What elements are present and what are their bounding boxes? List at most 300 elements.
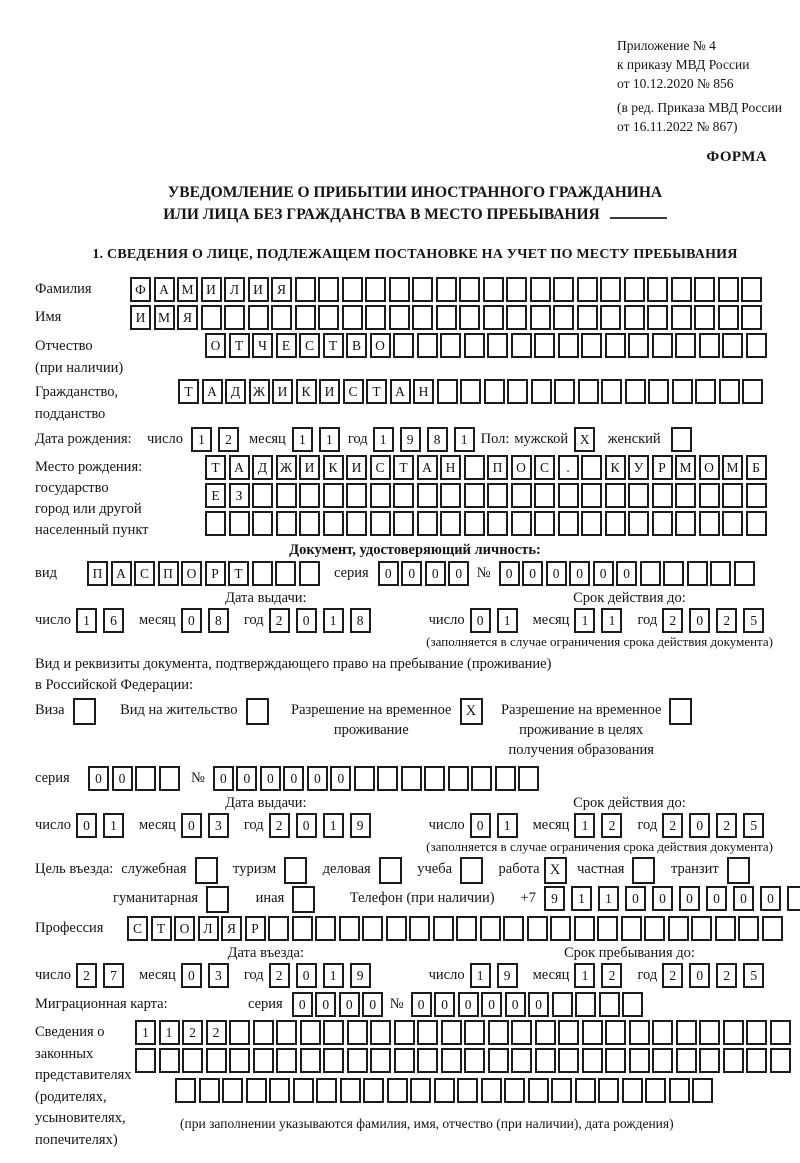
char-cell[interactable]: [295, 305, 316, 330]
char-cell[interactable]: [175, 1078, 196, 1103]
char-cell[interactable]: [582, 1020, 603, 1045]
char-cell[interactable]: [663, 561, 684, 586]
char-cell[interactable]: [222, 1078, 243, 1103]
char-cell[interactable]: [553, 305, 574, 330]
char-cell[interactable]: Р: [245, 916, 266, 941]
char-cell[interactable]: [699, 333, 720, 358]
char-cell[interactable]: 2: [716, 813, 737, 838]
char-cell[interactable]: Е: [205, 483, 226, 508]
char-cell[interactable]: [433, 916, 454, 941]
char-cell[interactable]: 0: [339, 992, 360, 1017]
char-cell[interactable]: И: [130, 305, 151, 330]
char-cell[interactable]: [652, 1048, 673, 1073]
char-cell[interactable]: М: [177, 277, 198, 302]
char-cell[interactable]: [762, 916, 783, 941]
char-cell[interactable]: 0: [434, 992, 455, 1017]
char-cell[interactable]: 1: [571, 886, 592, 911]
char-cell[interactable]: [577, 305, 598, 330]
char-cell[interactable]: [746, 1020, 767, 1045]
char-cell[interactable]: [471, 766, 492, 791]
char-cell[interactable]: [300, 1020, 321, 1045]
char-cell[interactable]: 0: [569, 561, 590, 586]
char-cell[interactable]: [318, 305, 339, 330]
char-cell[interactable]: 8: [350, 608, 371, 633]
char-cell[interactable]: 0: [689, 608, 710, 633]
char-cell[interactable]: [370, 511, 391, 536]
char-cell[interactable]: [436, 305, 457, 330]
char-cell[interactable]: И: [248, 277, 269, 302]
char-cell[interactable]: [723, 1020, 744, 1045]
char-cell[interactable]: И: [201, 277, 222, 302]
char-cell[interactable]: [460, 379, 481, 404]
char-cell[interactable]: [715, 916, 736, 941]
char-cell[interactable]: [624, 305, 645, 330]
temp-residence-education-checkbox[interactable]: [669, 698, 692, 725]
char-cell[interactable]: [456, 916, 477, 941]
char-cell[interactable]: 3: [208, 963, 229, 988]
char-cell[interactable]: [268, 916, 289, 941]
char-cell[interactable]: Я: [221, 916, 242, 941]
char-cell[interactable]: 3: [208, 813, 229, 838]
char-cell[interactable]: [292, 916, 313, 941]
char-cell[interactable]: [719, 379, 740, 404]
char-cell[interactable]: [252, 511, 273, 536]
char-cell[interactable]: [671, 277, 692, 302]
char-cell[interactable]: Ч: [252, 333, 273, 358]
char-cell[interactable]: [672, 379, 693, 404]
char-cell[interactable]: [417, 1020, 438, 1045]
char-cell[interactable]: [436, 277, 457, 302]
char-cell[interactable]: 1: [574, 963, 595, 988]
char-cell[interactable]: 0: [470, 608, 491, 633]
char-cell[interactable]: [459, 277, 480, 302]
char-cell[interactable]: Л: [224, 277, 245, 302]
char-cell[interactable]: Я: [271, 277, 292, 302]
purpose-official-checkbox[interactable]: [195, 857, 218, 884]
char-cell[interactable]: К: [296, 379, 317, 404]
char-cell[interactable]: А: [229, 455, 250, 480]
char-cell[interactable]: [252, 483, 273, 508]
char-cell[interactable]: [401, 766, 422, 791]
char-cell[interactable]: [624, 277, 645, 302]
char-cell[interactable]: [511, 333, 532, 358]
char-cell[interactable]: [229, 1020, 250, 1045]
char-cell[interactable]: 2: [182, 1020, 203, 1045]
char-cell[interactable]: 0: [481, 992, 502, 1017]
char-cell[interactable]: [534, 511, 555, 536]
char-cell[interactable]: [558, 511, 579, 536]
char-cell[interactable]: [581, 511, 602, 536]
char-cell[interactable]: [770, 1048, 791, 1073]
char-cell[interactable]: [675, 511, 696, 536]
char-cell[interactable]: [770, 1020, 791, 1045]
char-cell[interactable]: 2: [601, 813, 622, 838]
char-cell[interactable]: 0: [330, 766, 351, 791]
char-cell[interactable]: [424, 766, 445, 791]
char-cell[interactable]: [370, 1020, 391, 1045]
char-cell[interactable]: [652, 483, 673, 508]
char-cell[interactable]: [440, 511, 461, 536]
char-cell[interactable]: 0: [260, 766, 281, 791]
char-cell[interactable]: [699, 511, 720, 536]
char-cell[interactable]: О: [174, 916, 195, 941]
char-cell[interactable]: [464, 1020, 485, 1045]
char-cell[interactable]: [480, 916, 501, 941]
char-cell[interactable]: С: [534, 455, 555, 480]
char-cell[interactable]: 1: [497, 608, 518, 633]
char-cell[interactable]: 0: [401, 561, 422, 586]
char-cell[interactable]: [412, 277, 433, 302]
char-cell[interactable]: [346, 483, 367, 508]
purpose-private-checkbox[interactable]: [632, 857, 655, 884]
visa-checkbox[interactable]: [73, 698, 96, 725]
char-cell[interactable]: [487, 511, 508, 536]
char-cell[interactable]: 0: [411, 992, 432, 1017]
char-cell[interactable]: 0: [378, 561, 399, 586]
char-cell[interactable]: [464, 333, 485, 358]
char-cell[interactable]: [722, 511, 743, 536]
char-cell[interactable]: [417, 511, 438, 536]
char-cell[interactable]: 1: [323, 963, 344, 988]
char-cell[interactable]: [734, 561, 755, 586]
char-cell[interactable]: А: [390, 379, 411, 404]
char-cell[interactable]: [483, 277, 504, 302]
char-cell[interactable]: Ф: [130, 277, 151, 302]
char-cell[interactable]: [605, 511, 626, 536]
char-cell[interactable]: [581, 333, 602, 358]
char-cell[interactable]: 1: [319, 427, 340, 452]
char-cell[interactable]: Б: [746, 455, 767, 480]
char-cell[interactable]: 0: [689, 813, 710, 838]
char-cell[interactable]: [440, 333, 461, 358]
char-cell[interactable]: [252, 561, 273, 586]
char-cell[interactable]: 1: [470, 963, 491, 988]
char-cell[interactable]: Т: [366, 379, 387, 404]
char-cell[interactable]: Л: [198, 916, 219, 941]
char-cell[interactable]: 0: [593, 561, 614, 586]
char-cell[interactable]: [601, 379, 622, 404]
char-cell[interactable]: 2: [269, 608, 290, 633]
char-cell[interactable]: [534, 333, 555, 358]
char-cell[interactable]: [691, 916, 712, 941]
char-cell[interactable]: [668, 916, 689, 941]
char-cell[interactable]: [621, 916, 642, 941]
char-cell[interactable]: Т: [229, 333, 250, 358]
char-cell[interactable]: [503, 916, 524, 941]
char-cell[interactable]: [457, 1078, 478, 1103]
char-cell[interactable]: К: [605, 455, 626, 480]
char-cell[interactable]: М: [154, 305, 175, 330]
char-cell[interactable]: О: [370, 333, 391, 358]
char-cell[interactable]: [437, 379, 458, 404]
char-cell[interactable]: [652, 1020, 673, 1045]
char-cell[interactable]: 7: [103, 963, 124, 988]
char-cell[interactable]: [276, 511, 297, 536]
char-cell[interactable]: [746, 483, 767, 508]
char-cell[interactable]: [746, 511, 767, 536]
char-cell[interactable]: [600, 277, 621, 302]
char-cell[interactable]: [410, 1078, 431, 1103]
char-cell[interactable]: 5: [743, 608, 764, 633]
char-cell[interactable]: [722, 483, 743, 508]
char-cell[interactable]: С: [370, 455, 391, 480]
char-cell[interactable]: 0: [362, 992, 383, 1017]
char-cell[interactable]: Ж: [249, 379, 270, 404]
char-cell[interactable]: Н: [440, 455, 461, 480]
char-cell[interactable]: [377, 766, 398, 791]
char-cell[interactable]: 0: [470, 813, 491, 838]
purpose-transit-checkbox[interactable]: [727, 857, 750, 884]
char-cell[interactable]: [276, 1020, 297, 1045]
char-cell[interactable]: [507, 379, 528, 404]
purpose-other-checkbox[interactable]: [292, 886, 315, 913]
char-cell[interactable]: [182, 1048, 203, 1073]
char-cell[interactable]: [741, 305, 762, 330]
char-cell[interactable]: [676, 1020, 697, 1045]
char-cell[interactable]: [718, 277, 739, 302]
char-cell[interactable]: [577, 277, 598, 302]
char-cell[interactable]: [622, 1078, 643, 1103]
char-cell[interactable]: [299, 511, 320, 536]
char-cell[interactable]: 0: [546, 561, 567, 586]
char-cell[interactable]: [440, 483, 461, 508]
char-cell[interactable]: [488, 1020, 509, 1045]
char-cell[interactable]: 0: [425, 561, 446, 586]
char-cell[interactable]: 0: [448, 561, 469, 586]
char-cell[interactable]: [389, 305, 410, 330]
purpose-humanitarian-checkbox[interactable]: [206, 886, 229, 913]
char-cell[interactable]: [710, 561, 731, 586]
char-cell[interactable]: 9: [350, 813, 371, 838]
char-cell[interactable]: Т: [151, 916, 172, 941]
char-cell[interactable]: [640, 561, 661, 586]
char-cell[interactable]: 0: [213, 766, 234, 791]
char-cell[interactable]: [722, 333, 743, 358]
char-cell[interactable]: [575, 1078, 596, 1103]
char-cell[interactable]: [554, 379, 575, 404]
char-cell[interactable]: [652, 333, 673, 358]
char-cell[interactable]: [598, 1078, 619, 1103]
char-cell[interactable]: 9: [497, 963, 518, 988]
char-cell[interactable]: [342, 305, 363, 330]
purpose-business-checkbox[interactable]: [379, 857, 402, 884]
purpose-tourism-checkbox[interactable]: [284, 857, 307, 884]
char-cell[interactable]: [300, 1048, 321, 1073]
char-cell[interactable]: И: [299, 455, 320, 480]
char-cell[interactable]: 0: [616, 561, 637, 586]
char-cell[interactable]: [347, 1048, 368, 1073]
char-cell[interactable]: 2: [662, 608, 683, 633]
char-cell[interactable]: [229, 1048, 250, 1073]
char-cell[interactable]: [253, 1020, 274, 1045]
char-cell[interactable]: О: [699, 455, 720, 480]
char-cell[interactable]: [605, 333, 626, 358]
char-cell[interactable]: [671, 305, 692, 330]
char-cell[interactable]: [527, 916, 548, 941]
char-cell[interactable]: 5: [743, 963, 764, 988]
char-cell[interactable]: [723, 1048, 744, 1073]
char-cell[interactable]: [417, 333, 438, 358]
char-cell[interactable]: 2: [218, 427, 239, 452]
char-cell[interactable]: [459, 305, 480, 330]
char-cell[interactable]: 1: [103, 813, 124, 838]
char-cell[interactable]: [315, 916, 336, 941]
char-cell[interactable]: П: [487, 455, 508, 480]
char-cell[interactable]: 0: [760, 886, 781, 911]
char-cell[interactable]: [694, 277, 715, 302]
char-cell[interactable]: [276, 483, 297, 508]
char-cell[interactable]: [675, 333, 696, 358]
char-cell[interactable]: С: [134, 561, 155, 586]
char-cell[interactable]: С: [127, 916, 148, 941]
char-cell[interactable]: [318, 277, 339, 302]
char-cell[interactable]: [346, 511, 367, 536]
char-cell[interactable]: [582, 1048, 603, 1073]
char-cell[interactable]: [229, 511, 250, 536]
char-cell[interactable]: [558, 1048, 579, 1073]
char-cell[interactable]: 1: [76, 608, 97, 633]
char-cell[interactable]: М: [722, 455, 743, 480]
char-cell[interactable]: 1: [497, 813, 518, 838]
char-cell[interactable]: [528, 1078, 549, 1103]
char-cell[interactable]: 0: [296, 963, 317, 988]
char-cell[interactable]: [669, 1078, 690, 1103]
char-cell[interactable]: [511, 1020, 532, 1045]
char-cell[interactable]: 0: [652, 886, 673, 911]
char-cell[interactable]: А: [111, 561, 132, 586]
char-cell[interactable]: Е: [276, 333, 297, 358]
char-cell[interactable]: [354, 766, 375, 791]
char-cell[interactable]: [295, 277, 316, 302]
char-cell[interactable]: 0: [76, 813, 97, 838]
char-cell[interactable]: [441, 1020, 462, 1045]
char-cell[interactable]: 1: [135, 1020, 156, 1045]
char-cell[interactable]: 1: [601, 608, 622, 633]
char-cell[interactable]: [506, 305, 527, 330]
char-cell[interactable]: [387, 1078, 408, 1103]
char-cell[interactable]: Ж: [276, 455, 297, 480]
char-cell[interactable]: 2: [269, 813, 290, 838]
char-cell[interactable]: [487, 333, 508, 358]
char-cell[interactable]: [205, 511, 226, 536]
char-cell[interactable]: [271, 305, 292, 330]
char-cell[interactable]: 1: [292, 427, 313, 452]
char-cell[interactable]: 2: [662, 963, 683, 988]
char-cell[interactable]: [629, 1048, 650, 1073]
char-cell[interactable]: Д: [252, 455, 273, 480]
char-cell[interactable]: [293, 1078, 314, 1103]
char-cell[interactable]: [339, 916, 360, 941]
char-cell[interactable]: [464, 455, 485, 480]
char-cell[interactable]: [699, 1020, 720, 1045]
char-cell[interactable]: И: [346, 455, 367, 480]
char-cell[interactable]: [511, 483, 532, 508]
char-cell[interactable]: .: [558, 455, 579, 480]
char-cell[interactable]: [787, 886, 800, 911]
char-cell[interactable]: [578, 379, 599, 404]
char-cell[interactable]: [159, 766, 180, 791]
char-cell[interactable]: [648, 379, 669, 404]
char-cell[interactable]: Р: [652, 455, 673, 480]
char-cell[interactable]: [605, 483, 626, 508]
char-cell[interactable]: 1: [574, 608, 595, 633]
char-cell[interactable]: [299, 561, 320, 586]
char-cell[interactable]: Т: [393, 455, 414, 480]
char-cell[interactable]: [511, 511, 532, 536]
char-cell[interactable]: [393, 511, 414, 536]
char-cell[interactable]: 1: [159, 1020, 180, 1045]
char-cell[interactable]: [506, 277, 527, 302]
char-cell[interactable]: [464, 1048, 485, 1073]
char-cell[interactable]: [365, 277, 386, 302]
char-cell[interactable]: 0: [181, 608, 202, 633]
char-cell[interactable]: 2: [601, 963, 622, 988]
char-cell[interactable]: [135, 1048, 156, 1073]
char-cell[interactable]: Н: [413, 379, 434, 404]
char-cell[interactable]: [647, 277, 668, 302]
char-cell[interactable]: [581, 483, 602, 508]
char-cell[interactable]: [628, 333, 649, 358]
char-cell[interactable]: [299, 483, 320, 508]
char-cell[interactable]: [553, 277, 574, 302]
char-cell[interactable]: Т: [228, 561, 249, 586]
char-cell[interactable]: [246, 1078, 267, 1103]
char-cell[interactable]: [531, 379, 552, 404]
char-cell[interactable]: [622, 992, 643, 1017]
char-cell[interactable]: [363, 1078, 384, 1103]
char-cell[interactable]: [511, 1048, 532, 1073]
char-cell[interactable]: [199, 1078, 220, 1103]
char-cell[interactable]: 0: [625, 886, 646, 911]
char-cell[interactable]: [393, 483, 414, 508]
char-cell[interactable]: [417, 1048, 438, 1073]
char-cell[interactable]: 0: [292, 992, 313, 1017]
char-cell[interactable]: 8: [208, 608, 229, 633]
char-cell[interactable]: [558, 1020, 579, 1045]
char-cell[interactable]: 0: [505, 992, 526, 1017]
char-cell[interactable]: Т: [323, 333, 344, 358]
char-cell[interactable]: [518, 766, 539, 791]
char-cell[interactable]: [393, 333, 414, 358]
char-cell[interactable]: [365, 305, 386, 330]
char-cell[interactable]: 2: [76, 963, 97, 988]
char-cell[interactable]: У: [628, 455, 649, 480]
char-cell[interactable]: 0: [181, 813, 202, 838]
char-cell[interactable]: 0: [499, 561, 520, 586]
char-cell[interactable]: [676, 1048, 697, 1073]
char-cell[interactable]: К: [323, 455, 344, 480]
char-cell[interactable]: [699, 1048, 720, 1073]
char-cell[interactable]: 1: [373, 427, 394, 452]
char-cell[interactable]: И: [272, 379, 293, 404]
char-cell[interactable]: [687, 561, 708, 586]
char-cell[interactable]: [347, 1020, 368, 1045]
char-cell[interactable]: [629, 1020, 650, 1045]
char-cell[interactable]: 5: [743, 813, 764, 838]
char-cell[interactable]: [746, 1048, 767, 1073]
char-cell[interactable]: [625, 379, 646, 404]
char-cell[interactable]: 0: [88, 766, 109, 791]
char-cell[interactable]: 0: [315, 992, 336, 1017]
residence-permit-checkbox[interactable]: [246, 698, 269, 725]
char-cell[interactable]: 0: [283, 766, 304, 791]
char-cell[interactable]: [394, 1048, 415, 1073]
char-cell[interactable]: А: [154, 277, 175, 302]
char-cell[interactable]: В: [346, 333, 367, 358]
char-cell[interactable]: [741, 277, 762, 302]
char-cell[interactable]: [386, 916, 407, 941]
char-cell[interactable]: [738, 916, 759, 941]
